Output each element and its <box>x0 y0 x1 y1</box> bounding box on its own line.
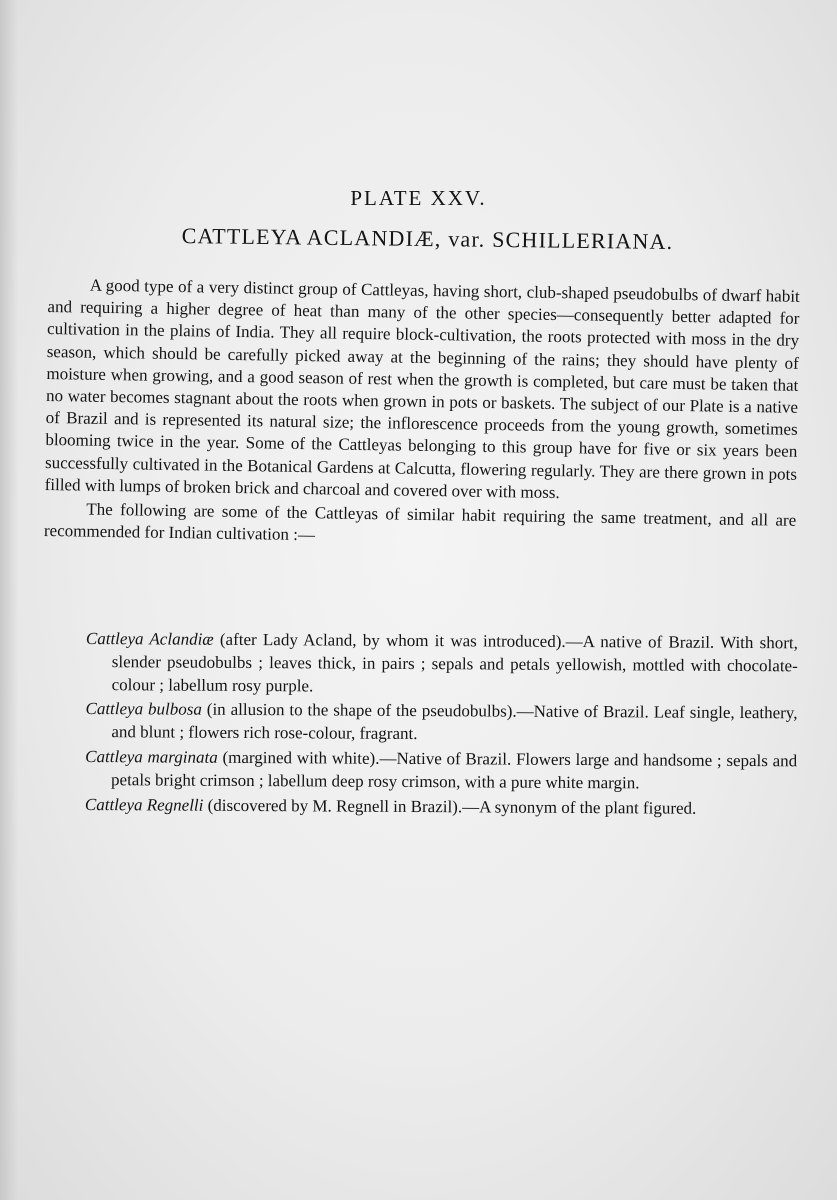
species-entry <box>86 628 798 701</box>
species-description: (in allusion to the shape of the pseudobulbs).—Native of Brazil. Leaf single, leathery, and blunt ; flowers rich rose-colour, fragrant. <box>111 700 798 744</box>
species-entry <box>85 698 797 748</box>
species-name: Cattleya Aclandiæ <box>85 629 214 649</box>
plate-heading: PLATE XXV. <box>350 186 487 210</box>
body-text <box>44 274 800 554</box>
species-entry <box>85 746 797 796</box>
paragraph-following: The following are some of the Cattleyas of similar habit requiring the same treatment, and all are recommended for Indian cultivation :— <box>43 499 797 545</box>
species-list <box>85 628 798 823</box>
species-entry <box>85 794 797 821</box>
species-name: Cattleya marginata <box>85 746 218 767</box>
species-description: (discovered by M. Regnell in Brazil).—A synonym of the plant figured. <box>203 795 697 818</box>
species-name: Cattleya Regnelli <box>84 794 204 815</box>
species-title: CATTLEYA ACLANDIÆ, var. SCHILLERIANA. <box>181 222 674 255</box>
paragraph-intro: A good type of a very distinct group of Cattleyas, having short, club-shaped pseudobulbs of dwarf habit and requiring a higher degree of heat than many of the other species—consequently better adapted for cultivation in the plains of India. They all require block-cultivation, the roots protected with moss in the dry season, which should be carefully picked away at the beginning of the rains; they should have plenty of moisture when growing, and a good season of rest when the growth is completed, but care must be taken that no water becomes stagnant about the roots when grown in pots or baskets. The subject of our Plate is a native of Brazil and is represented its natural size; the inflorescence proceeds from the young growth, sometimes blooming twice in the year. Some of the Cattleyas belonging to this group have for five or six years been successfully cultivated in the Botanical Gardens at Calcutta, flowering regularly. They are there grown in pots filled with lumps of broken brick and charcoal and covered over with moss. <box>44 275 800 502</box>
species-description: (after Lady Acland, by whom it was introduced).—A native of Brazil. With short, slender pseudobulbs ; leaves thick, in pairs ; sepals and petals yellowish, mottled with chocolate-colour ; labellum rosy purple. <box>111 629 798 695</box>
page-edge-shadow <box>0 0 18 1200</box>
species-description: (margined with white).—Native of Brazil. Flowers large and handsome ; sepals and petals bright crimson ; labellum deep rosy crimson, with a pure white margin. <box>111 747 798 793</box>
species-name: Cattleya bulbosa <box>85 699 202 720</box>
